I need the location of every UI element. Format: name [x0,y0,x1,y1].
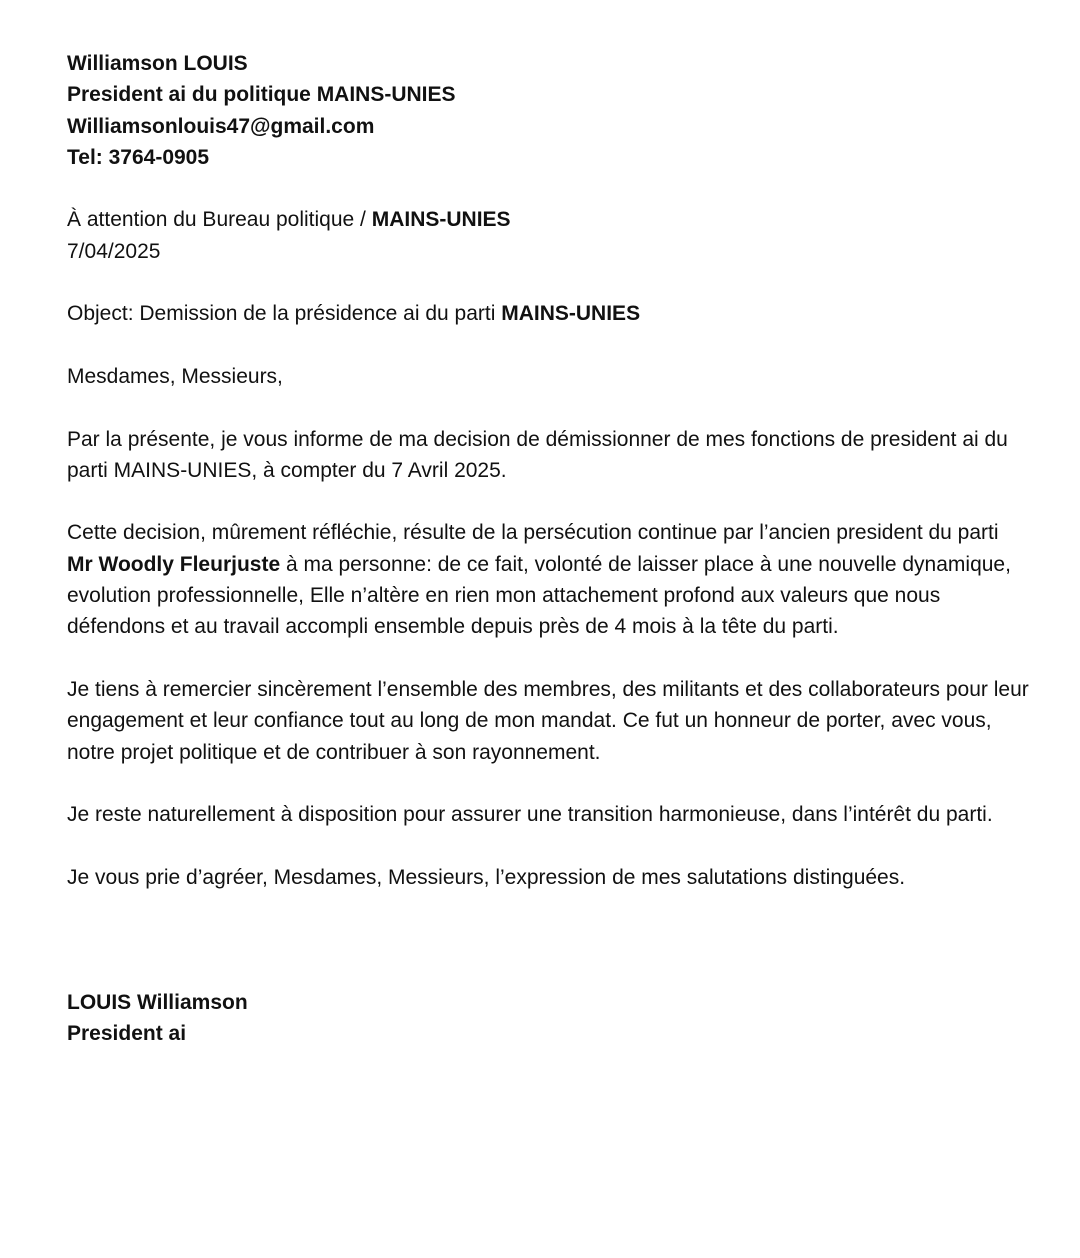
object-line [67,298,1075,329]
paragraph-1 [67,424,1075,487]
sender-name: Williamson LOUIS [67,52,248,75]
paragraph-3-line-3: notre projet politique et de contribuer à son rayonnement. [67,740,601,764]
letter [67,48,1075,1050]
recipient-party: MAINS-UNIES [371,208,511,232]
spacer [67,267,1075,298]
sender-email: Williamsonlouis47@gmail.com [67,114,375,138]
signature-block [67,987,1075,1050]
spacer [67,830,1075,861]
paragraph-3-line-1: Je tiens à remercier sincèrement l’ensemble des membres, des militants et des collaborateurs pour leur [67,677,1029,701]
spacer [67,893,1075,987]
paragraph-3 [67,674,1075,768]
paragraph-3-line-2: engagement et leur confiance tout au long de mon mandat. Ce fut un honneur de porter, avec vous, [67,709,992,733]
paragraph-2 [67,517,1075,642]
spacer [67,392,1075,423]
sender-phone: Tel: 3764-0905 [67,145,210,169]
paragraph-1-line-2: parti MAINS-UNIES, à compter du 7 Avril 2025. [67,458,507,482]
paragraph-2-line-1: Cette decision, mûrement réfléchie, résulte de la persécution continue par l’ancien president du parti [67,521,999,545]
letter-date: 7/04/2025 [67,239,161,263]
signature-title: President ai [67,1022,187,1046]
sender-role: President ai du politique MAINS-UNIES [67,83,456,107]
paragraph-2-line-2-rest: à ma personne: de ce fait, volonté de laisser place à une nouvelle dynamique, [280,552,1011,576]
recipient-block [67,204,1075,267]
paragraph-4: Je reste naturellement à disposition pour assurer une transition harmonieuse, dans l’intérêt du parti. [67,803,993,827]
paragraph-1-line-1: Par la présente, je vous informe de ma decision de démissionner de mes fonctions de president ai du [67,427,1008,451]
spacer [67,173,1075,204]
spacer [67,330,1075,361]
closing-formula: Je vous prie d’agréer, Mesdames, Messieurs, l’expression de mes salutations distinguées. [67,865,906,889]
spacer [67,486,1075,517]
recipient-line [67,204,1075,235]
paragraph-2-line-3: evolution professionnelle, Elle n’altère en rien mon attachement profond aux valeurs que nous [67,584,941,608]
recipient-prefix: À attention du Bureau politique / [67,208,372,232]
object-prefix: Object: Demission de la présidence ai du parti [67,302,502,326]
paragraph-2-line-4: défendons et au travail accompli ensemble depuis près de 4 mois à la tête du parti. [67,615,839,639]
spacer [67,643,1075,674]
signature-name: LOUIS Williamson [67,990,248,1014]
paragraph-2-line-2 [67,549,1075,580]
sender-block [67,48,1075,173]
persecutor-name: Mr Woodly Fleurjuste [67,552,281,576]
object-party: MAINS-UNIES [501,302,641,326]
spacer [67,768,1075,799]
salutation: Mesdames, Messieurs, [67,364,283,388]
